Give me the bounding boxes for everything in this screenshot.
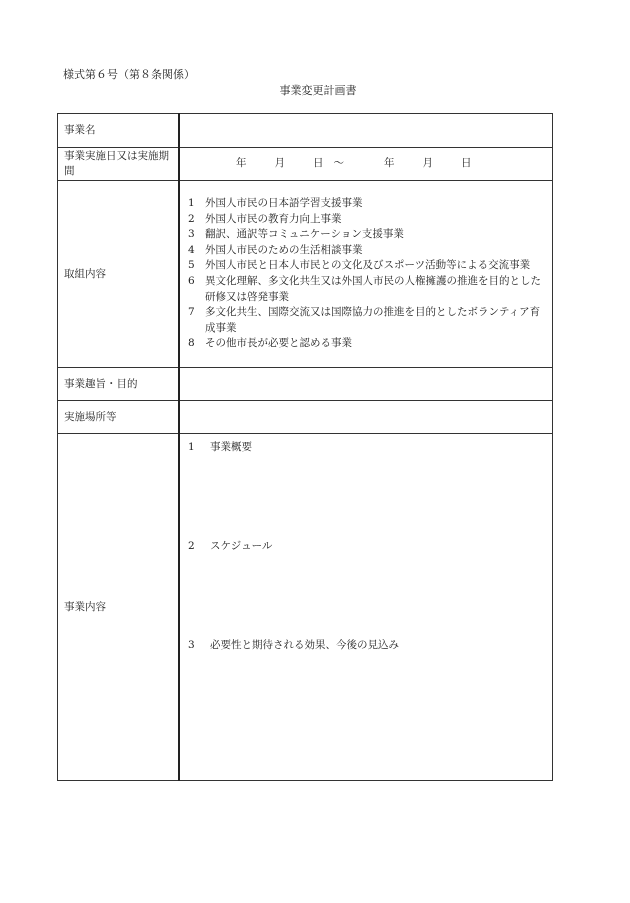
content-section — [188, 638, 399, 654]
activity-text: 外国人市民の教育力向上事業 — [205, 212, 342, 225]
activity-num: 7 — [188, 306, 195, 319]
section-num: 1 — [188, 441, 195, 453]
row-business-name — [58, 114, 553, 148]
activity-text: 多文化共生、国際交流又は国際協力の推進を目的としたボランティア育成事業 — [205, 306, 541, 334]
activity-num: 8 — [188, 337, 195, 350]
content-field[interactable] — [179, 434, 553, 781]
label-purpose: 事業趣旨・目的 — [58, 368, 180, 401]
activity-num: 4 — [188, 243, 195, 256]
label-period: 事業実施日又は実施期間 — [58, 148, 180, 181]
period-year-1: 年 — [236, 157, 247, 170]
activity-num: 2 — [188, 212, 195, 225]
activity-text: 外国人市民と日本人市民との文化及びスポーツ活動等による交流事業 — [205, 259, 531, 272]
label-business-name: 事業名 — [58, 114, 180, 148]
activity-text: 外国人市民の日本語学習支援事業 — [205, 197, 363, 210]
activity-text: 異文化理解、多文化共生又は外国人市民の人権擁護の推進を目的とした研修又は啓発事業 — [205, 275, 541, 303]
row-activities — [58, 181, 553, 368]
label-activities: 取組内容 — [58, 181, 180, 368]
period-year-2: 年 — [384, 157, 395, 170]
activity-item[interactable] — [188, 243, 544, 259]
section-num: 2 — [188, 540, 195, 552]
content-section — [188, 440, 252, 456]
activity-num: 6 — [188, 275, 195, 287]
period-day-2: 日 — [461, 157, 472, 170]
activity-item[interactable] — [188, 336, 544, 352]
label-content: 事業内容 — [58, 434, 180, 781]
activity-text: その他市長が必要と認める事業 — [205, 337, 352, 350]
activities-list — [179, 181, 553, 368]
document-title: 事業変更計画書 — [279, 84, 357, 97]
period-month-2: 月 — [422, 157, 433, 170]
activity-item[interactable] — [188, 258, 544, 274]
activity-num: 3 — [188, 228, 195, 241]
label-location: 実施場所等 — [58, 401, 180, 434]
activity-item[interactable] — [188, 305, 544, 336]
period-tilde: 〜 — [333, 157, 344, 170]
activity-text: 翻訳、通訳等コミュニケーション支援事業 — [205, 228, 404, 241]
row-purpose — [58, 368, 553, 401]
activity-text: 外国人市民のための生活相談事業 — [205, 243, 363, 256]
section-num: 3 — [188, 639, 195, 651]
content-section — [188, 539, 272, 555]
section-title: 必要性と期待される効果、今後の見込み — [210, 639, 399, 651]
activity-item[interactable] — [188, 212, 544, 228]
activity-item[interactable] — [188, 196, 544, 212]
activity-item[interactable] — [188, 227, 544, 243]
row-period — [58, 148, 553, 181]
location-field[interactable] — [179, 401, 553, 434]
section-title: 事業概要 — [210, 441, 252, 453]
form-code: 様式第６号（第８条関係） — [63, 68, 195, 81]
activity-num: 5 — [188, 259, 195, 272]
period-day-1: 日 — [313, 157, 324, 170]
row-location — [58, 401, 553, 434]
section-title: スケジュール — [210, 540, 273, 552]
period-field[interactable] — [179, 148, 553, 181]
business-name-field[interactable] — [179, 114, 553, 148]
row-content — [58, 434, 553, 781]
plan-form-table — [57, 113, 553, 781]
activity-item[interactable] — [188, 274, 544, 305]
period-month-1: 月 — [274, 157, 285, 170]
activity-num: 1 — [188, 197, 195, 210]
period-units — [188, 156, 544, 172]
purpose-field[interactable] — [179, 368, 553, 401]
